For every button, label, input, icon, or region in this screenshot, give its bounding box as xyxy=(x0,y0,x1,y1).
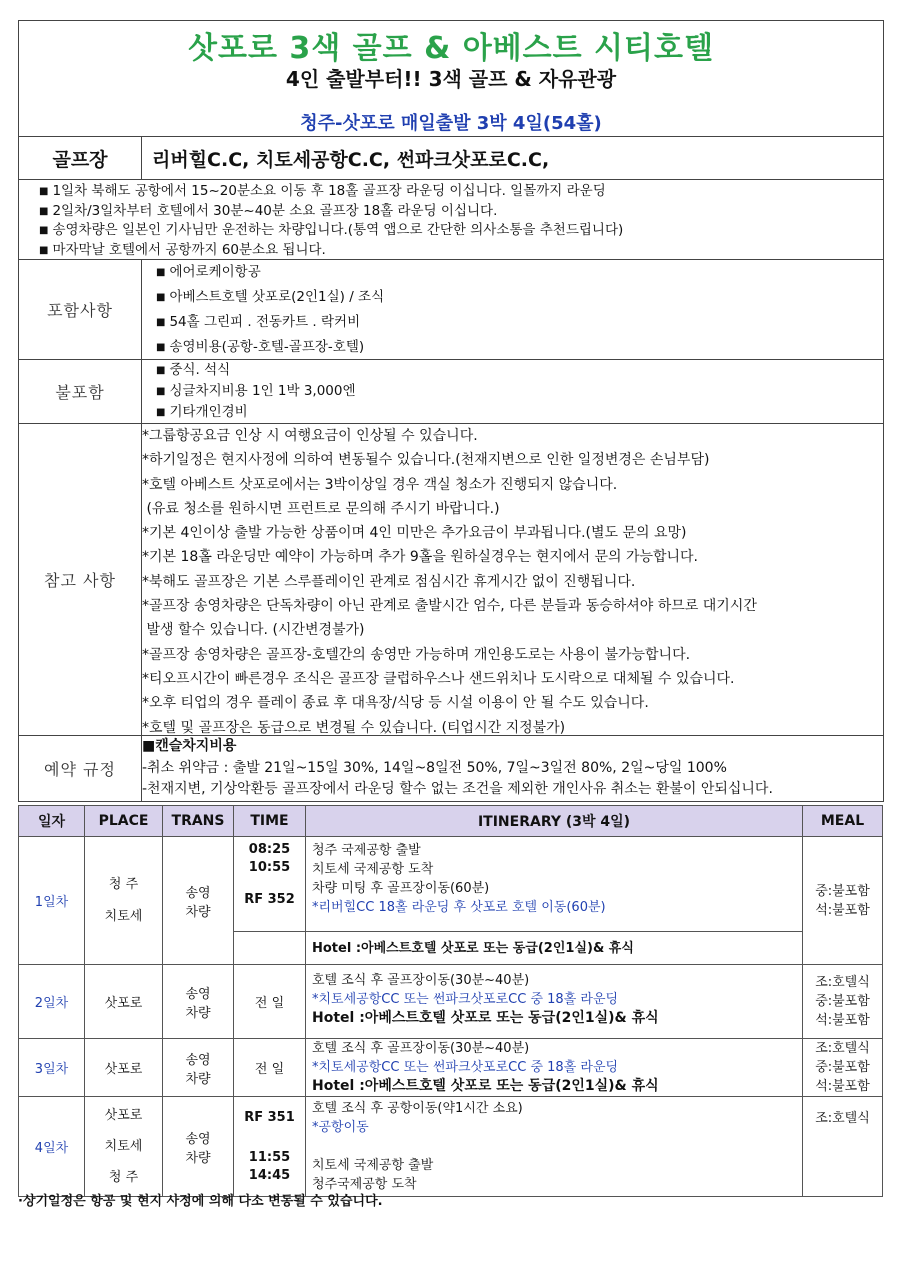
golf-course-row xyxy=(18,137,884,180)
flight-number: RF 352 xyxy=(244,892,295,907)
itinerary-highlight: *치토세공항CC 또는 썬파크삿포로CC 중 18홀 라운딩 xyxy=(312,992,619,1007)
itinerary-line: 청주국제공항 도착 xyxy=(312,1177,417,1192)
reservation-row xyxy=(18,736,884,802)
itinerary-cell xyxy=(306,1039,803,1097)
itinerary-line: 치토세 국제공항 출발 xyxy=(312,1158,434,1173)
col-header-itinerary: ITINERARY (3박 4일) xyxy=(306,806,803,837)
itinerary-line: 차량 미팅 후 골프장이동(60분) xyxy=(312,881,490,896)
included-row xyxy=(18,260,884,360)
hotel-line: Hotel :아베스트호텔 삿포로 또는 동급(2인1실)& 휴식 xyxy=(312,1010,659,1026)
meal-text: 중:불포함 xyxy=(815,883,870,899)
table-row xyxy=(19,965,883,1039)
meal-cell xyxy=(803,1039,883,1097)
place-text: 청 주 xyxy=(108,1170,139,1185)
meal-cell xyxy=(803,965,883,1039)
excluded-item: ■ 싱글차지비용 1인 1박 3,000엔 xyxy=(156,381,883,402)
reference-line: *북해도 골프장은 기본 스루플레이인 관계로 점심시간 휴게시간 없이 진행됩니다. xyxy=(142,573,636,590)
reservation-line: -천재지변, 기상악환등 골프장에서 라운딩 할수 없는 조건을 제외한 개인사유 취소는 환불이 안되십니다. xyxy=(142,781,773,797)
place-cell xyxy=(85,837,163,965)
reference-line: *골프장 송영차량은 골프장-호텔간의 송영만 가능하며 개인용도로는 사용이 불가능합니다. xyxy=(142,646,691,663)
reference-line: (유료 청소를 원하시면 프런트로 문의해 주시기 바랍니다.) xyxy=(142,500,500,517)
note-item: ■ 송영차량은 일본인 기사님만 운전하는 차량입니다.(통역 앱으로 간단한 의사소통을 추천드립니다) xyxy=(39,221,883,241)
excluded-item: ■ 중식. 석식 xyxy=(156,360,883,381)
meal-text: 조:호텔식 xyxy=(815,1041,870,1056)
col-header-day: 일자 xyxy=(19,806,85,837)
table-row xyxy=(19,1039,883,1097)
col-header-meal: MEAL xyxy=(803,806,883,837)
trans-cell: 송영 차량 xyxy=(163,965,234,1039)
reference-line: *호텔 아베스트 삿포로에서는 3박이상일 경우 객실 청소가 진행되지 않습니다. xyxy=(142,476,618,493)
time-cell-empty xyxy=(234,932,306,965)
meal-text: 석:불포함 xyxy=(815,902,870,918)
itinerary-cell xyxy=(306,1097,803,1197)
place-text: 치토세 xyxy=(104,1139,143,1154)
trans-cell: 송영 차량 xyxy=(163,1097,234,1197)
time-text: 14:45 xyxy=(248,1167,291,1183)
footnote: ·상기일정은 항공 및 현지 사정에 의해 다소 변동될 수 있습니다. xyxy=(18,1194,383,1209)
included-item: ■ 에어로케이항공 xyxy=(156,260,883,285)
included-item: ■ 54홀 그린피 . 전동카트 . 락커비 xyxy=(156,310,883,335)
reference-line: *하기일정은 현지사정에 의하여 변동될수 있습니다.(천재지변으로 인한 일정변경은 손님부담) xyxy=(142,452,710,469)
itinerary-highlight: *공항이동 xyxy=(312,1120,369,1135)
included-item: ■ 아베스트호텔 삿포로(2인1실) / 조식 xyxy=(156,285,883,310)
itinerary-line: 청주 국제공항 출발 xyxy=(312,843,421,858)
itinerary-line: 호텔 조식 후 공항이동(약1시간 소요) xyxy=(312,1101,523,1116)
included-label: 포함사항 xyxy=(19,260,142,359)
place-text: 청 주 xyxy=(108,876,139,892)
meal-cell xyxy=(803,837,883,965)
page-subtitle: 4인 출발부터!! 3색 골프 & 자유관광 xyxy=(285,67,617,91)
reference-line: *그룹항공요금 인상 시 여행요금이 인상될 수 있습니다. xyxy=(142,428,478,444)
note-item: ■ 1일차 북해도 공항에서 15~20분소요 이동 후 18홀 골프장 라운딩 이십니다. 일몰까지 라운딩 xyxy=(39,182,883,202)
note-item: ■ 마자막날 호텔에서 공항까지 60분소요 됩니다. xyxy=(39,241,883,261)
meal-text: 중:불포함 xyxy=(815,994,870,1009)
itinerary-highlight: *치토세공항CC 또는 썬파크삿포로CC 중 18홀 라운딩 xyxy=(312,1060,619,1075)
excluded-label: 불포함 xyxy=(19,360,142,423)
itinerary-highlight: *리버힐CC 18홀 라운딩 후 삿포로 호텔 이동(60분) xyxy=(312,900,606,915)
reference-line: *오후 티업의 경우 플레이 종료 후 대욕장/식당 등 시설 이용이 안 될 수도 있습니다. xyxy=(142,695,649,712)
col-header-trans: TRANS xyxy=(163,806,234,837)
meal-text: 조:호텔식 xyxy=(815,975,870,990)
page-title: 삿포로 3색 골프 & 아베스트 시티호텔 xyxy=(188,31,714,66)
included-item: ■ 송영비용(공항-호텔-골프장-호텔) xyxy=(156,335,883,360)
excluded-item: ■ 기타개인경비 xyxy=(156,402,883,423)
place-cell xyxy=(85,1097,163,1197)
reference-row xyxy=(18,424,884,736)
table-header-row xyxy=(19,806,883,837)
day-cell: 1일차 xyxy=(19,837,85,965)
day-cell: 2일차 xyxy=(19,965,85,1039)
reservation-label: 예약 규정 xyxy=(19,736,142,801)
flight-number: RF 351 xyxy=(244,1109,295,1125)
reference-line: *기본 18홀 라운딩만 예약이 가능하며 추가 9홀을 원하실경우는 현지에서 문의 가능합니다. xyxy=(142,549,699,566)
meal-text: 석:불포함 xyxy=(815,1013,870,1028)
reference-label: 참고 사항 xyxy=(19,424,142,735)
itinerary-cell xyxy=(306,837,803,932)
flyer xyxy=(18,20,884,1209)
itinerary-line: 호텔 조식 후 골프장이동(30분~40분) xyxy=(312,1041,530,1056)
trans-cell: 송영 차량 xyxy=(163,837,234,965)
notes-block xyxy=(18,180,884,260)
itinerary-line: 호텔 조식 후 골프장이동(30분~40분) xyxy=(312,973,530,988)
itinerary-line: 치토세 국제공항 도착 xyxy=(312,862,434,877)
title-block xyxy=(18,20,884,137)
meal-text: 석:불포함 xyxy=(815,1079,870,1094)
time-cell: 전 일 xyxy=(234,1039,306,1097)
reservation-line: -취소 위약금 : 출발 21일~15일 30%, 14일~8일전 50%, 7일~3일전 80%, 2일~당일 100% xyxy=(142,759,727,776)
golf-label: 골프장 xyxy=(19,137,142,179)
place-text: 삿포로 xyxy=(104,1108,143,1123)
col-header-place: PLACE xyxy=(85,806,163,837)
note-item: ■ 2일차/3일차부터 호텔에서 30분~40분 소요 골프장 18홀 라운딩 이십니다. xyxy=(39,202,883,222)
place-cell: 삿포로 xyxy=(85,965,163,1039)
itinerary-table xyxy=(18,805,883,1197)
route-text: 청주-삿포로 매일출발 3박 4일(54홀) xyxy=(300,113,602,134)
reference-line: *골프장 송영차량은 단독차량이 아닌 관계로 출발시간 엄수, 다른 분들과 동승하셔야 하므로 대기시간 xyxy=(142,598,757,615)
place-text: 치토세 xyxy=(104,908,143,924)
time-text: 08:25 xyxy=(248,842,291,857)
day-cell: 4일차 xyxy=(19,1097,85,1197)
trans-cell: 송영 차량 xyxy=(163,1039,234,1097)
table-row xyxy=(19,1097,883,1197)
reservation-line: ■캔슬차지비용 xyxy=(142,738,237,754)
reference-line: 발생 할수 있습니다. (시간변경불가) xyxy=(142,622,365,639)
hotel-line: Hotel :아베스트호텔 삿포로 또는 동급(2인1실)& 휴식 xyxy=(312,1078,659,1094)
excluded-row xyxy=(18,360,884,424)
reference-line: *티오프시간이 빠른경우 조식은 골프장 클럽하우스나 샌드위치나 도시락으로 대체될 수 있습니다. xyxy=(142,670,735,687)
time-cell xyxy=(234,837,306,932)
itinerary-cell xyxy=(306,965,803,1039)
meal-text: 중:불포함 xyxy=(815,1060,870,1075)
col-header-time: TIME xyxy=(234,806,306,837)
golf-value: 리버힐C.C, 치토세공항C.C, 썬파크삿포로C.C, xyxy=(152,148,550,171)
time-text: 11:55 xyxy=(248,1149,291,1165)
time-text: 10:55 xyxy=(248,860,291,875)
time-cell xyxy=(234,1097,306,1197)
day-cell: 3일차 xyxy=(19,1039,85,1097)
time-cell: 전 일 xyxy=(234,965,306,1039)
table-row xyxy=(19,837,883,932)
reference-line: *기본 4인이상 출발 가능한 상품이며 4인 미만은 추가요금이 부과됩니다.(별도 문의 요망) xyxy=(142,525,687,542)
meal-cell: 조:호텔식 xyxy=(803,1097,883,1197)
hotel-line: Hotel :아베스트호텔 삿포로 또는 동급(2인1실)& 휴식 xyxy=(306,932,803,965)
place-cell: 삿포로 xyxy=(85,1039,163,1097)
reference-line: *호텔 및 골프장은 동급으로 변경될 수 있습니다. (티업시간 지정불가) xyxy=(142,719,566,736)
